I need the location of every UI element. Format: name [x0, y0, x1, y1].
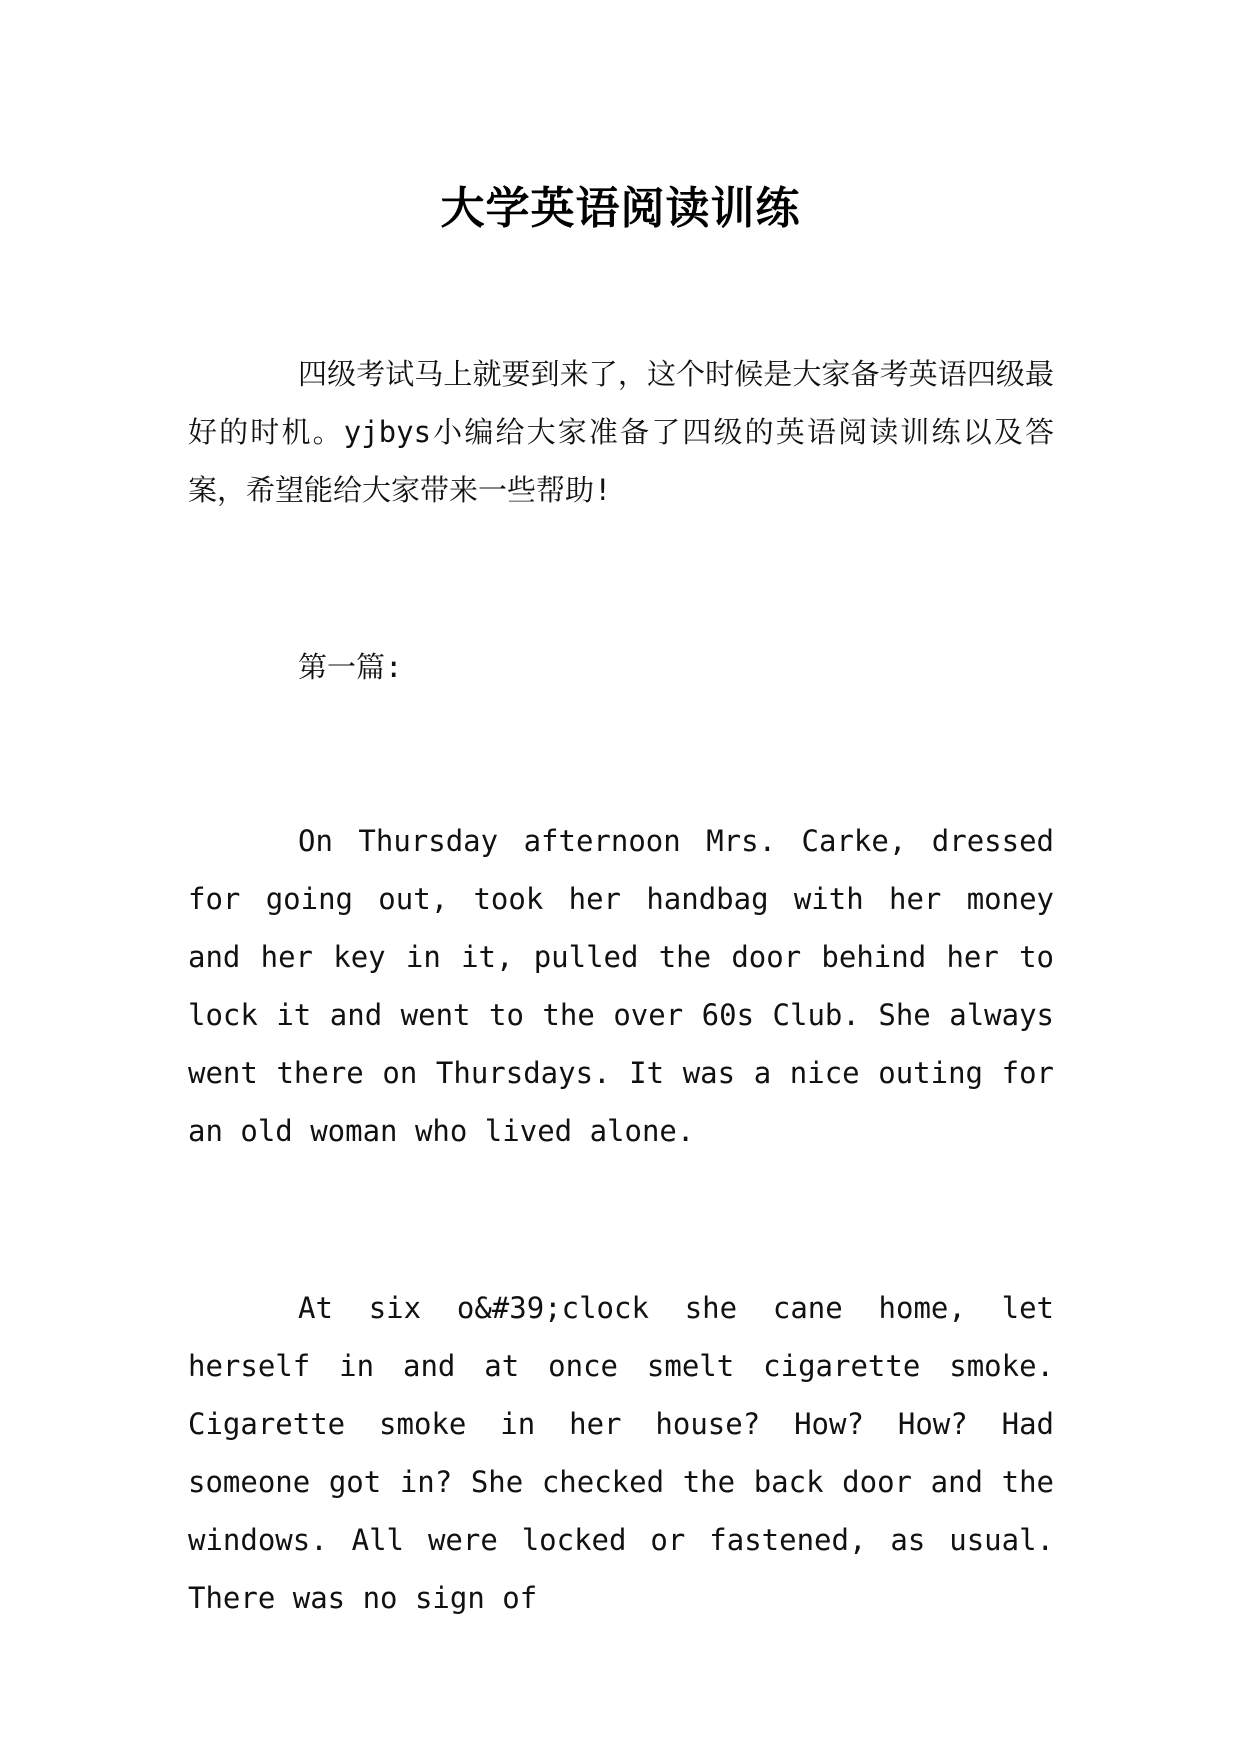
page-title: 大学英语阅读训练 [440, 183, 801, 235]
section-label: 第一篇: [298, 650, 403, 684]
reading-paragraph-2: At six o&#39;clock she cane home, let herself in and at once smelt cigarette smoke. Cigarette smoke in her house? How? How? Had someone got in? She checked the back door and the windows. All were locked or fastened, as usual. There was no sign of [188, 1291, 1054, 1615]
intro-paragraph: 四级考试马上就要到来了，这个时候是大家备考英语四级最好的时机。yjbys小编给大家准备了四级的英语阅读训练以及答案，希望能给大家带来一些帮助! [188, 357, 1054, 507]
reading-paragraph-1: On Thursday afternoon Mrs. Carke, dressed for going out, took her handbag with her money and her key in it, pulled the door behind her to lock it and went to the over 60s Club. She always went there on Thursdays. It was a nice outing for an old woman who lived alone. [188, 824, 1054, 1148]
